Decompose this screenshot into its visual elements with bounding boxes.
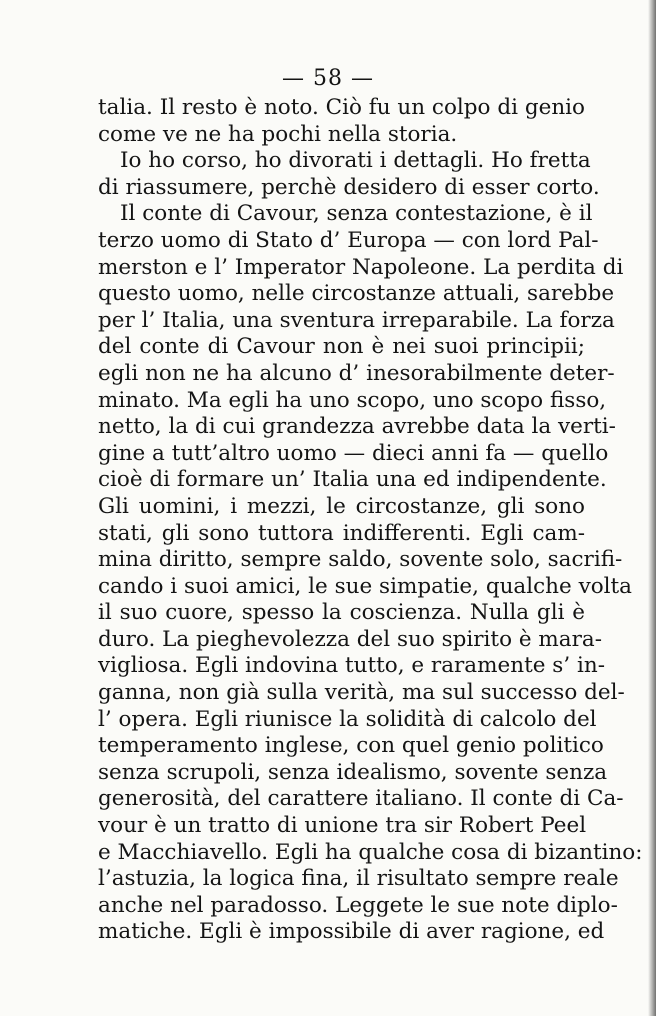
text-line: e Macchiavello. Egli ha qualche cosa di bizantino: [98,839,643,865]
text-line: talia. Il resto è noto. Ciò fu un colpo di genio [98,95,585,120]
text-line: duro. La pieghevolezza del suo spirito è mara- [98,626,602,652]
text-line: del conte di Cavour non è nei suoi principii; [98,334,585,360]
page-number: — 58 — [282,66,374,91]
text-line: merston e l’ Imperator Napoleone. La perdita di [98,254,624,280]
text-line: temperamento inglese, con quel genio politico [98,733,604,759]
text-line: vour è un tratto di unione tra sir Robert Peel [98,813,587,839]
text-line: l’astuzia, la logica fina, il risultato sempre reale [98,866,619,892]
text-line: senza scrupoli, senza idealismo, sovente senza [98,759,608,785]
text-line: come ve ne ha pochi nella storia. [98,121,458,147]
text-line: terzo uomo di Stato d’ Europa — con lord Pal- [98,227,599,253]
text-line: il suo cuore, spesso la coscienza. Nulla gli è [98,600,585,626]
text-line: mina diritto, sempre saldo, sovente solo, sacrifi- [98,547,623,573]
text-line: matiche. Egli è impossibile di aver ragione, ed [98,919,605,945]
text-line: Il conte di Cavour, senza contestazione, è il [120,201,593,227]
text-line: di riassumere, perchè desidero di esser corto. [98,174,600,200]
text-line: questo uomo, nelle circostanze attuali, sarebbe [98,281,615,307]
text-line: Io ho corso, ho divorati i dettagli. Ho fretta [120,148,591,174]
body-text [98,95,643,946]
text-line: ganna, non già sulla verità, ma sul successo del- [98,680,625,706]
text-line: per l’ Italia, una sventura irreparabile. La forza [98,307,615,333]
text-line: netto, la di cui grandezza avrebbe data la verti- [98,414,616,440]
text-line: Gli uomini, i mezzi, le circostanze, gli sono [98,493,585,519]
text-line: anche nel paradosso. Leggete le sue note diplo- [98,892,618,918]
text-line: egli non ne ha alcuno d’ inesorabilmente deter- [98,360,615,386]
text-line: cando i suoi amici, le sue simpatie, qualche volta [98,573,632,599]
text-line: generosità, del carattere italiano. Il conte di Ca- [98,786,624,812]
text-line: minato. Ma egli ha uno scopo, uno scopo fisso, [98,387,607,413]
text-line: cioè di formare un’ Italia una ed indipendente. [98,467,607,493]
text-line: l’ opera. Egli riunisce la solidità di calcolo del [98,706,597,732]
text-line: gine a tutt’altro uomo — dieci anni fa — quello [98,440,609,466]
text-line: stati, gli sono tuttora indifferenti. Egli cam- [98,520,585,546]
page-edge-shadow [648,0,656,1016]
text-line: vigliosa. Egli indovina tutto, e raramente s’ in- [98,653,605,679]
